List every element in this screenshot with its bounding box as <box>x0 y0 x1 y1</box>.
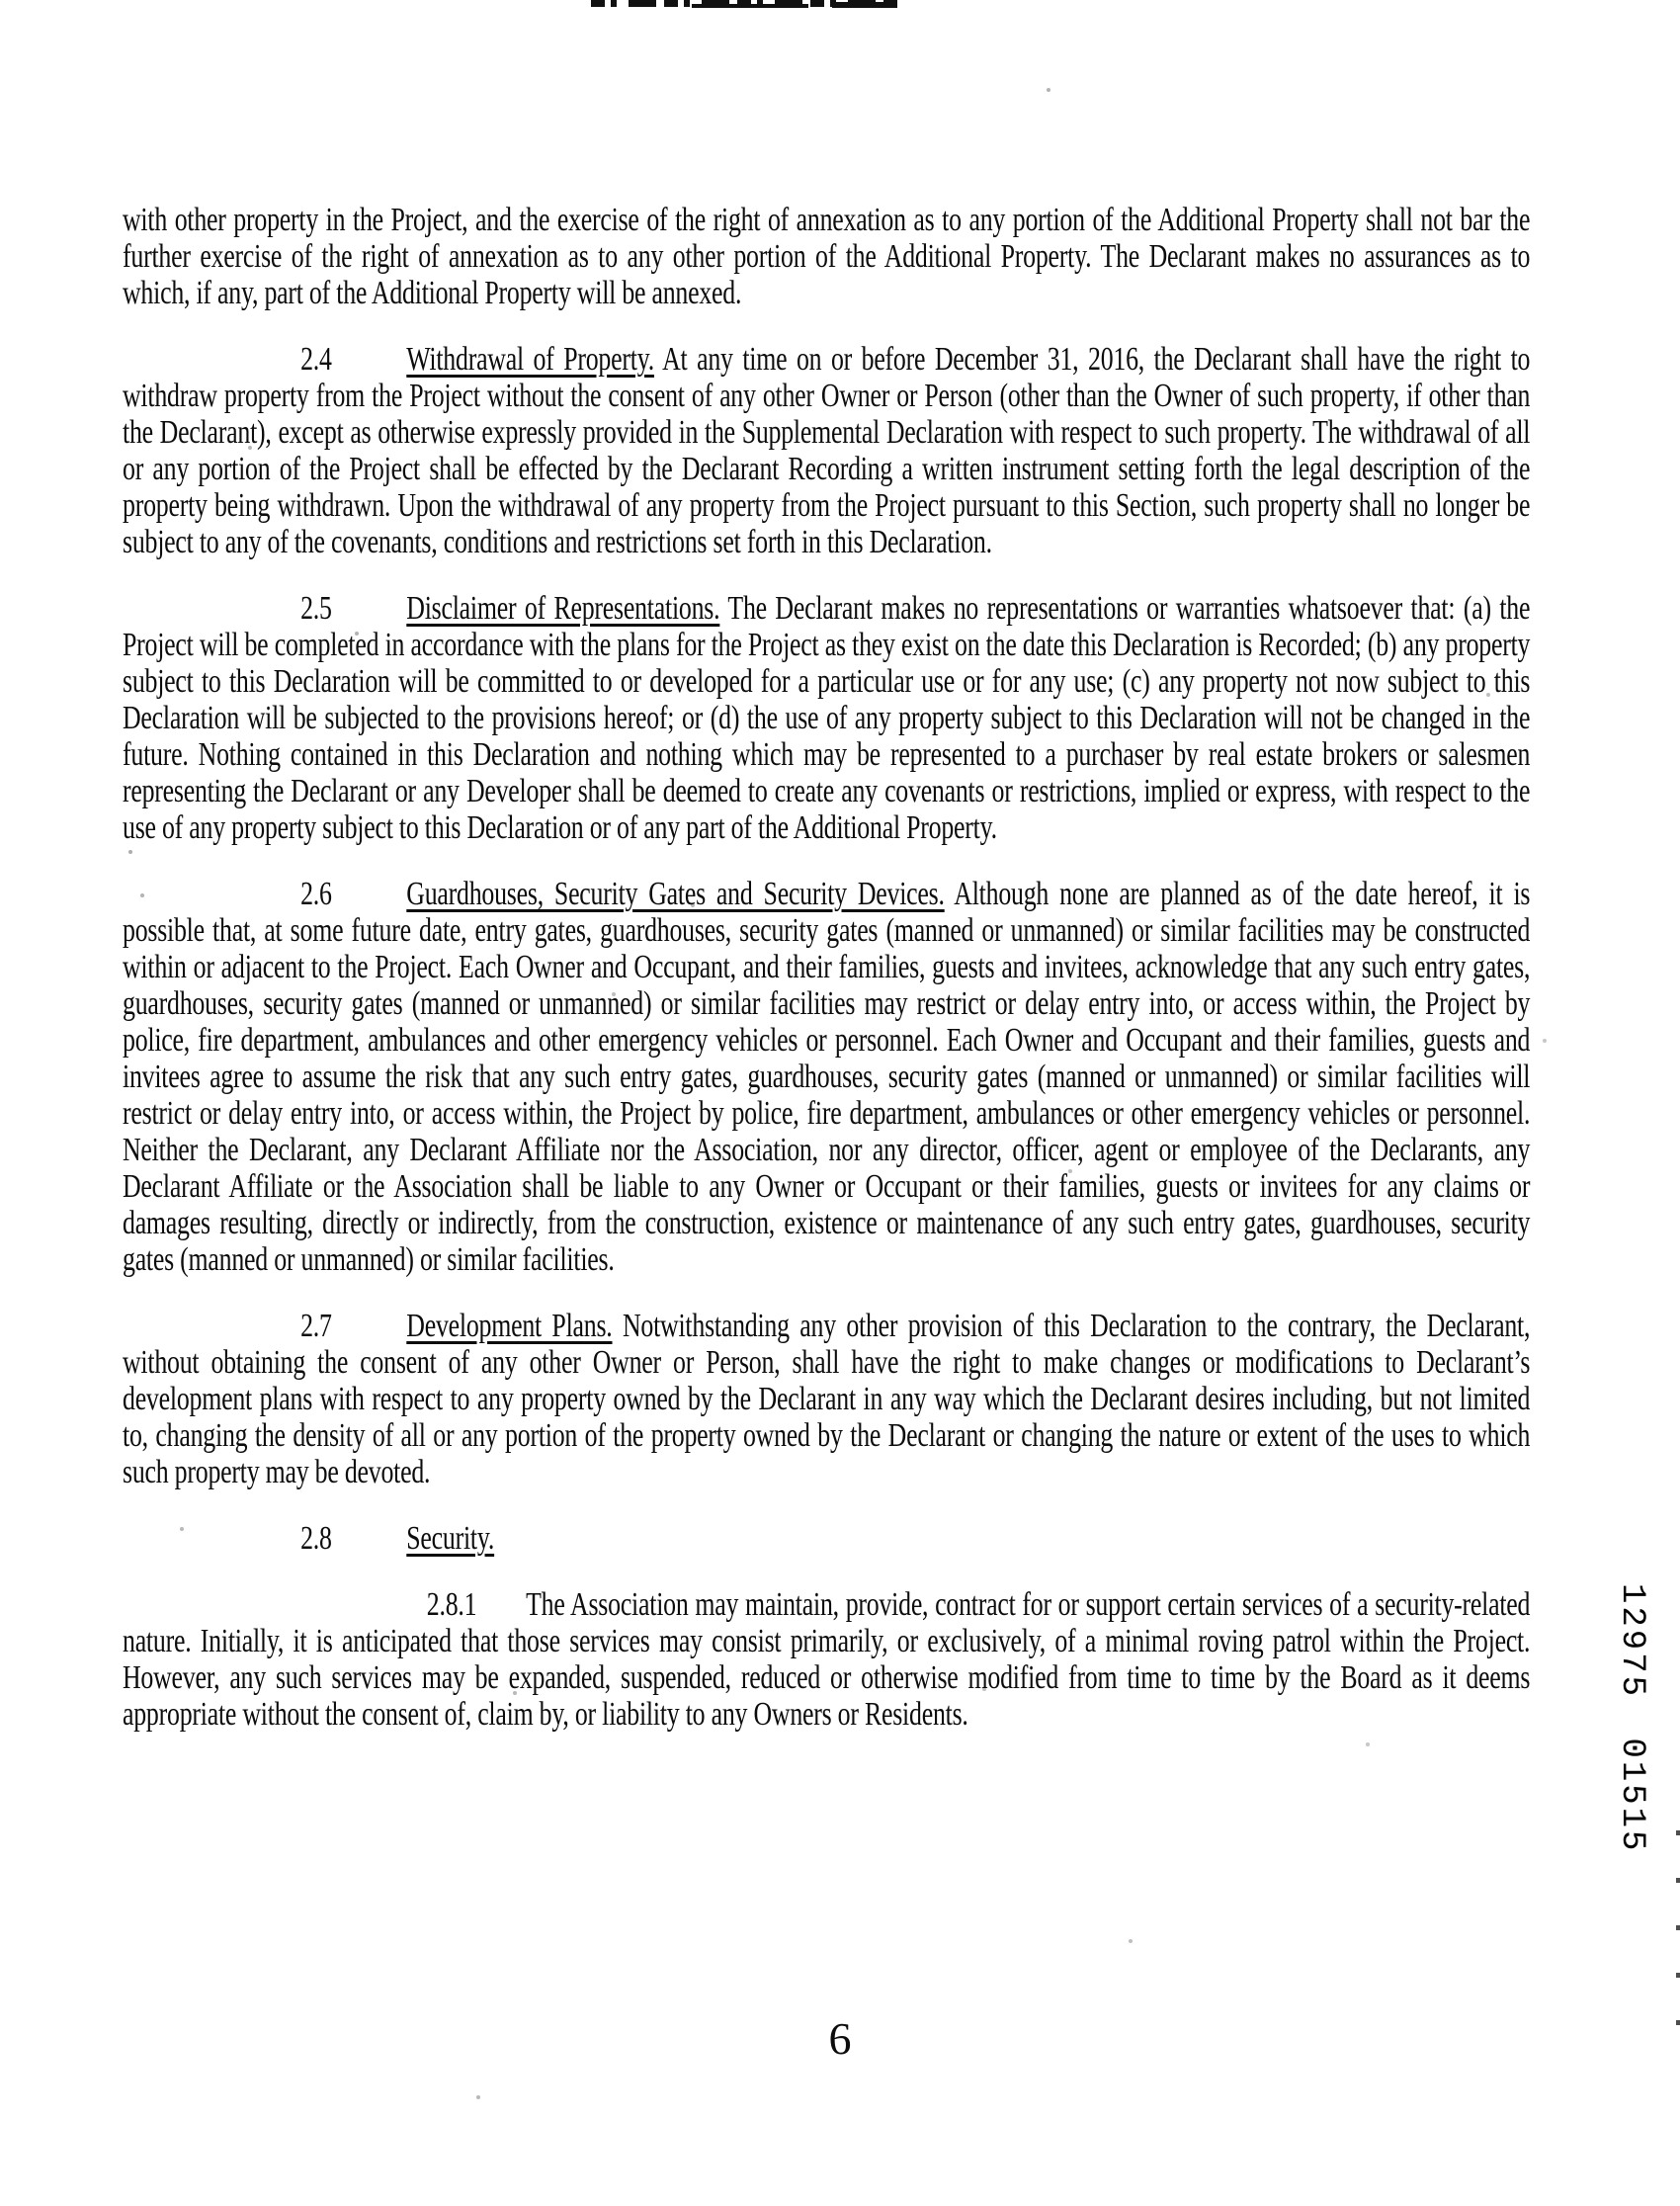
right-edge-artifact <box>1676 1830 1680 2028</box>
section-2-4 <box>123 341 1530 560</box>
section-2-4-heading: Withdrawal of Property. <box>406 341 654 378</box>
paragraph-annexation-continuation: with other property in the Project, and the exercise of the right of annexation as to any portion of the Additional Property shall not bar the further exercise of the right of annexation as to any other portion of the Additional Property. The Declarant makes no assurances as to which, if any, part of the Additional Property will be annexed. <box>123 202 1531 311</box>
recorder-book-page-stamp: 12975 01515 <box>1613 1583 1650 1854</box>
scan-speckles <box>0 0 2 2</box>
section-2-5-heading: Disclaimer of Representations. <box>406 590 720 627</box>
section-2-6 <box>123 876 1530 1278</box>
section-2-8 <box>123 1520 1530 1557</box>
section-2-7-heading: Development Plans. <box>406 1308 613 1344</box>
section-2-8-number: 2.8 <box>300 1520 332 1557</box>
section-2-8-heading: Security. <box>406 1520 495 1557</box>
section-2-4-number: 2.4 <box>300 341 332 378</box>
section-2-8-1 <box>123 1586 1530 1733</box>
section-2-8-1-number: 2.8.1 <box>426 1586 477 1623</box>
section-2-5-body: The Declarant makes no representations or warranties whatsoever that: (a) the Project will be completed in accordance with the plans for the Project as they exist on the date this Declaration is Recorded; (b) any property subject to this Declaration will be committed to or developed for a particular use or for any use; (c) any property not now subject to this Declaration will be subjected to the provisions hereof; or (d) the use of any property subject to this Declaration will not be changed in the future. Nothing contained in this Declaration and nothing which may be represented to a purchaser by real estate brokers or salesmen representing the Declarant or any Developer shall be deemed to create any covenants or restrictions, implied or express, with respect to the use of any property subject to this Declaration or of any part of the Additional Property. <box>123 590 1531 846</box>
section-2-4-body: At any time on or before December 31, 2016, the Declarant shall have the right to withdraw property from the Project without the consent of any other Owner or Person (other than the Owner of such property, if other than the Declarant), except as otherwise expressly provided in the Supplemental Declaration with respect to such property. The withdrawal of all or any portion of the Project shall be effected by the Declarant Recording a written instrument setting forth the legal description of the property being withdrawn. Upon the withdrawal of any property from the Project pursuant to this Section, such property shall no longer be subject to any of the covenants, conditions and restrictions set forth in this Declaration. <box>123 341 1531 560</box>
page-number: 6 <box>828 2013 852 2064</box>
section-2-6-body: Although none are planned as of the date hereof, it is possible that, at some future date, entry gates, guardhouses, security gates (manned or unmanned) or similar facilities may be constructed within or adjacent to the Project. Each Owner and Occupant, and their families, guests and invitees, acknowledge that any such entry gates, guardhouses, security gates (manned or unmanned) or similar facilities may restrict or delay entry into, or access within, the Project by police, fire department, ambulances and other emergency vehicles or personnel. Each Owner and Occupant and their families, guests and invitees agree to assume the risk that any such entry gates, guardhouses, security gates (manned or unmanned) or similar facilities will restrict or delay entry into, or access within, the Project by police, fire department, ambulances or other emergency vehicles or personnel. Neither the Declarant, any Declarant Affiliate nor the Association, nor any director, officer, agent or employee of the Declarants, any Declarant Affiliate or the Association shall be liable to any Owner or Occupant or their families, guests or invitees for any claims or damages resulting, directly or indirectly, from the construction, existence or maintenance of any such entry gates, guardhouses, security gates (manned or unmanned) or similar facilities. <box>123 876 1531 1278</box>
section-2-8-1-body: The Association may maintain, provide, contract for or support certain services of a security-related nature. Initially, it is anticipated that those services may consist primarily, or exclusively, of a minimal roving patrol within the Project. However, any such services may be expanded, suspended, reduced or otherwise modified from time to time by the Board as it deems appropriate without the consent of, claim by, or liability to any Owners or Residents. <box>123 1586 1531 1733</box>
section-2-7-body: Notwithstanding any other provision of this Declaration to the contrary, the Declarant, without obtaining the consent of any other Owner or Person, shall have the right to make changes or modifications to Declarant’s development plans with respect to any property owned by the Declarant in any way which the Declarant desires including, but not limited to, changing the density of all or any portion of the property owned by the Declarant or changing the nature or extent of the uses to which such property may be devoted. <box>123 1308 1531 1490</box>
section-2-6-number: 2.6 <box>300 876 332 912</box>
section-2-5 <box>123 590 1530 846</box>
cutoff-header-artifact-segment <box>832 2 897 8</box>
document-body <box>123 202 1530 1733</box>
section-2-5-number: 2.5 <box>300 590 332 627</box>
cutoff-header-artifact-segment <box>692 4 808 8</box>
section-2-7 <box>123 1308 1530 1490</box>
section-2-6-heading: Guardhouses, Security Gates and Security Devices. <box>406 876 945 912</box>
section-2-7-number: 2.7 <box>300 1308 332 1344</box>
